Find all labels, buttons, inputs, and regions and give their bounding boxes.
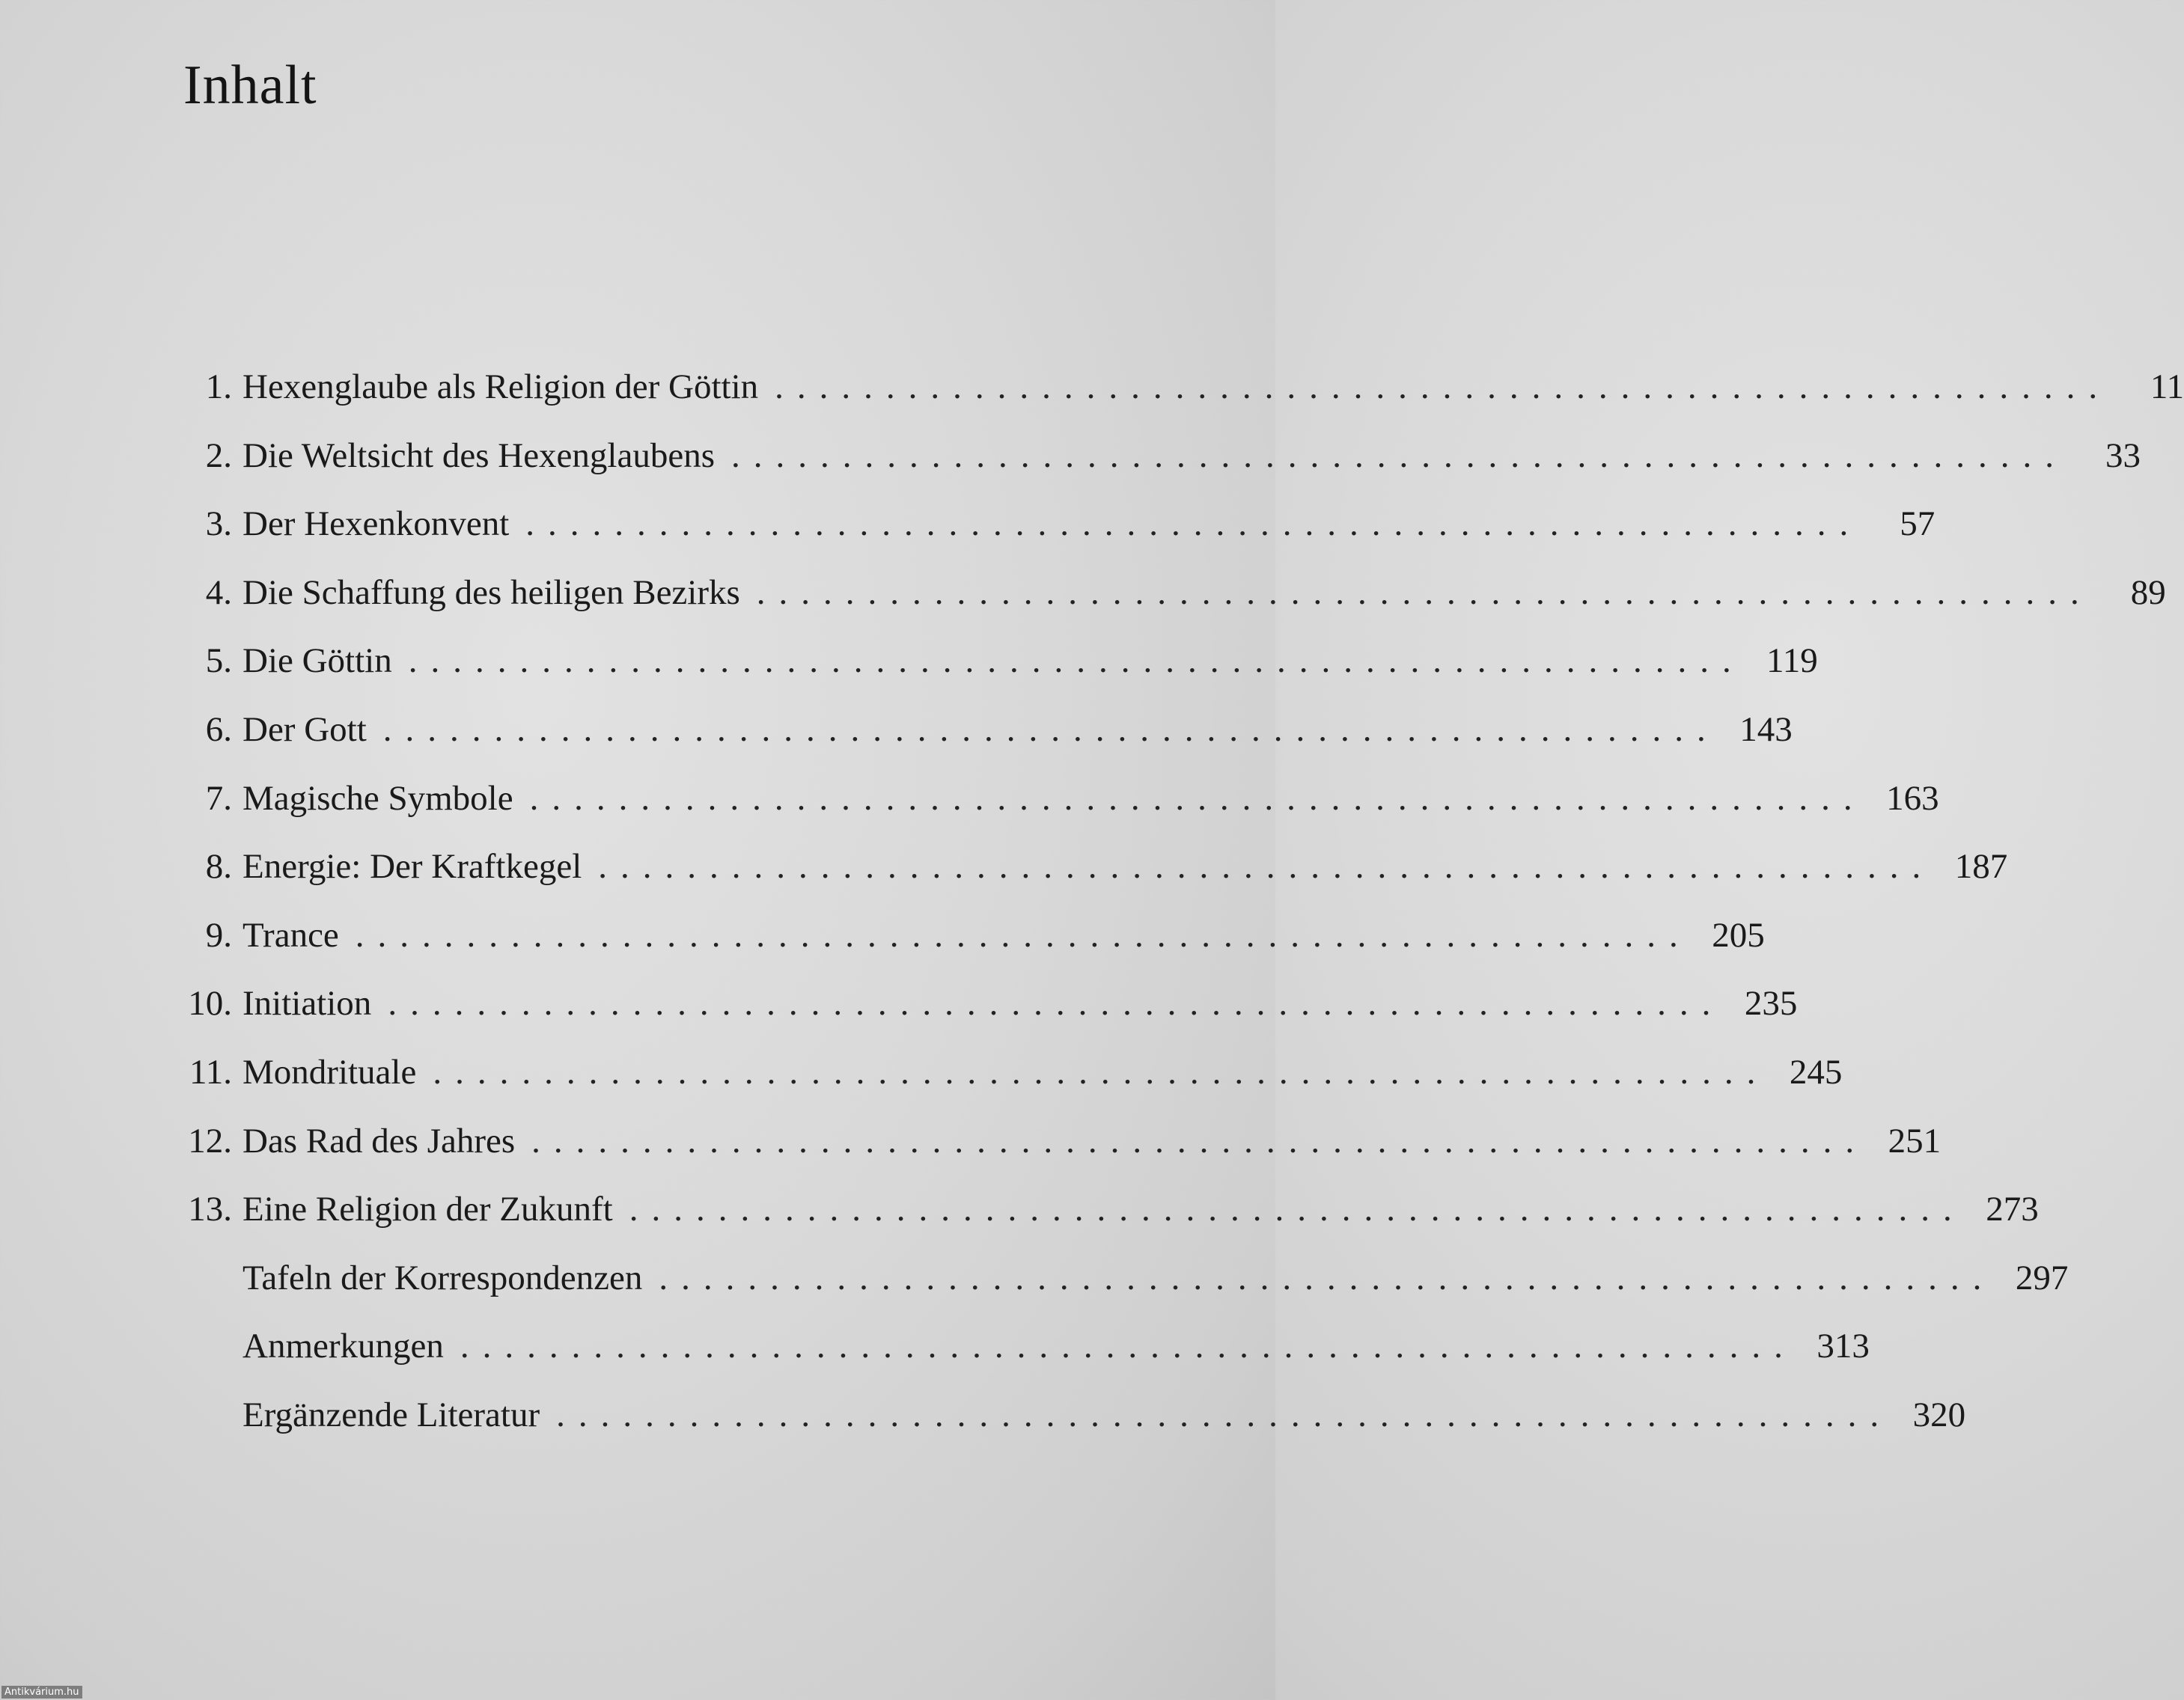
page-number: 119 <box>1766 641 1818 681</box>
toc-entry <box>157 1326 1870 1395</box>
chapter-number: 5. <box>205 641 232 681</box>
toc-entry <box>157 504 1936 572</box>
chapter-number: 3. <box>205 504 232 544</box>
page-number: 251 <box>1888 1121 1941 1161</box>
dot-leader: ............................................................ <box>529 778 1866 818</box>
dot-leader: ............................................................ <box>355 915 1692 955</box>
chapter-title: Ergänzende Literatur <box>243 1395 540 1434</box>
page-number: 205 <box>1712 915 1765 955</box>
toc-entry <box>157 1189 2039 1258</box>
chapter-title: Die Weltsicht des Hexenglaubens <box>243 435 715 475</box>
page-number: 273 <box>1986 1190 2039 1229</box>
chapter-number: 4. <box>205 572 232 612</box>
toc-entry <box>157 709 1793 778</box>
chapter-number: 1. <box>205 367 232 406</box>
chapter-number: 13. <box>188 1190 232 1229</box>
dot-leader: ............................................................ <box>731 435 2067 475</box>
dot-leader: ............................................................ <box>556 1395 1893 1434</box>
chapter-title: Eine Religion der Zukunft <box>243 1190 613 1229</box>
chapter-number: 10. <box>188 984 232 1024</box>
toc-entry <box>157 915 1765 984</box>
chapter-title: Hexenglaube als Religion der Göttin <box>243 367 759 406</box>
chapter-title: Die Göttin <box>243 641 392 681</box>
page-number: 163 <box>1886 778 1939 818</box>
chapter-title: Trance <box>243 915 339 955</box>
chapter-number: 8. <box>205 847 232 887</box>
chapter-title: Der Gott <box>243 709 367 749</box>
dot-leader: ............................................................ <box>382 709 1719 749</box>
dot-leader: ............................................................ <box>629 1190 1965 1229</box>
toc-entry <box>157 778 1939 847</box>
chapter-title: Das Rad des Jahres <box>243 1121 516 1161</box>
dot-leader: ............................................................ <box>460 1327 1796 1366</box>
toc-entry <box>157 846 2008 915</box>
chapter-title: Magische Symbole <box>243 778 513 818</box>
page-number: 245 <box>1789 1052 1843 1092</box>
page-number: 89 <box>2130 572 2166 612</box>
chapter-title: Der Hexenkonvent <box>243 504 510 544</box>
chapter-number: 2. <box>205 435 232 475</box>
chapter-title: Die Schaffung des heiligen Bezirks <box>243 572 740 612</box>
dot-leader: ............................................................ <box>531 1121 1868 1161</box>
dot-leader: ............................................................ <box>408 641 1745 681</box>
toc-entry <box>157 1052 1843 1121</box>
page-number: 33 <box>2105 435 2141 475</box>
chapter-number: 9. <box>205 915 232 955</box>
page-number: 187 <box>1954 847 2008 887</box>
page-number: 235 <box>1744 984 1798 1024</box>
chapter-title: Initiation <box>243 984 372 1024</box>
chapter-number: 7. <box>205 778 232 818</box>
page-number: 297 <box>2015 1258 2069 1297</box>
toc-entry <box>157 1258 2069 1327</box>
toc-entry <box>157 1395 1966 1464</box>
page-number: 11 <box>2150 367 2184 406</box>
dot-leader: ............................................................ <box>433 1052 1769 1092</box>
page-number: 57 <box>1900 504 1936 544</box>
dot-leader: ............................................................ <box>388 984 1724 1024</box>
toc-entry <box>157 640 1818 709</box>
dot-leader: ............................................................ <box>659 1258 1995 1297</box>
page-number: 313 <box>1817 1327 1870 1366</box>
toc-entry <box>157 983 1798 1052</box>
table-of-contents <box>157 367 2184 1464</box>
toc-entry <box>157 572 2166 641</box>
dot-leader: ............................................................ <box>775 367 2111 406</box>
toc-entry <box>157 367 2184 435</box>
chapter-title: Anmerkungen <box>243 1327 444 1366</box>
chapter-title: Tafeln der Korrespondenzen <box>243 1258 643 1297</box>
dot-leader: ............................................................ <box>598 847 1935 887</box>
page-number: 143 <box>1739 709 1793 749</box>
chapter-title: Mondrituale <box>243 1052 417 1092</box>
toc-entry <box>157 435 2141 504</box>
page-number: 320 <box>1912 1395 1966 1434</box>
page-title: Inhalt <box>183 55 317 116</box>
chapter-number: 12. <box>188 1121 232 1161</box>
chapter-number: 11. <box>189 1052 232 1092</box>
toc-entry <box>157 1121 1941 1190</box>
chapter-title: Energie: Der Kraftkegel <box>243 847 582 887</box>
dot-leader: ............................................................ <box>525 504 1862 544</box>
dot-leader: ............................................................ <box>756 572 2093 612</box>
chapter-number: 6. <box>205 709 232 749</box>
watermark: Antikvárium.hu <box>1 1686 82 1699</box>
